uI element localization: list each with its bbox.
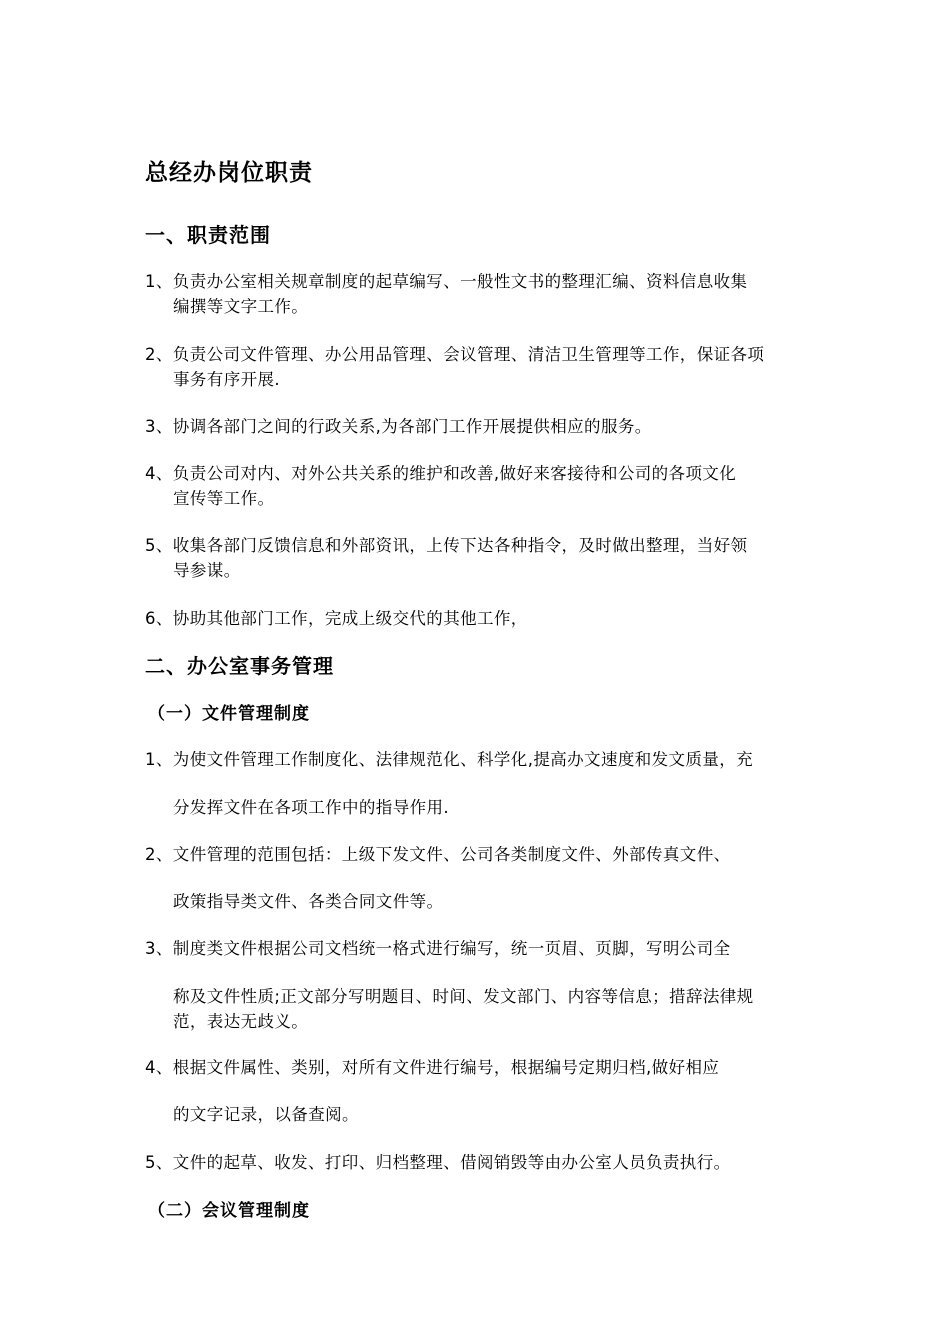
paragraph-line: 3、制度类文件根据公司文档统一格式进行编写，统一页眉、页脚，写明公司全: [145, 939, 731, 958]
paragraph-line: 2、负责公司文件管理、办公用品管理、会议管理、清洁卫生管理等工作，保证各项: [145, 345, 765, 364]
paragraph-line: 的文字记录，以备查阅。: [173, 1105, 359, 1124]
paragraph-line: 5、文件的起草、收发、打印、归档整理、借阅销毁等由办公室人员负责执行。: [145, 1153, 731, 1172]
paragraph-line: 6、协助其他部门工作，完成上级交代的其他工作，: [145, 609, 528, 628]
paragraph-line: 范，表达无歧义。: [173, 1012, 309, 1031]
subsection-heading-document-management: （一）文件管理制度: [148, 704, 310, 724]
paragraph-line: 4、根据文件属性、类别，对所有文件进行编号，根据编号定期归档,做好相应: [145, 1058, 720, 1077]
paragraph-line: 4、负责公司对内、对外公共关系的维护和改善,做好来客接待和公司的各项文化: [145, 464, 737, 483]
paragraph-line: 导参谋。: [173, 561, 241, 580]
paragraph-line: 5、收集各部门反馈信息和外部资讯，上传下达各种指令，及时做出整理，当好领: [145, 536, 748, 555]
section-heading-responsibilities: 一、职责范围: [145, 223, 271, 247]
paragraph-line: 事务有序开展.: [173, 370, 281, 389]
paragraph-line: 3、协调各部门之间的行政关系,为各部门工作开展提供相应的服务。: [145, 417, 652, 436]
paragraph-line: 1、为使文件管理工作制度化、法律规范化、科学化,提高办文速度和发文质量，充: [145, 750, 754, 769]
subsection-heading-meeting-management: （二）会议管理制度: [148, 1201, 310, 1221]
paragraph-line: 称及文件性质;正文部分写明题目、时间、发文部门、内容等信息；措辞法律规: [173, 987, 754, 1006]
paragraph-line: 2、文件管理的范围包括：上级下发文件、公司各类制度文件、外部传真文件、: [145, 845, 731, 864]
paragraph-line: 1、负责办公室相关规章制度的起草编写、一般性文书的整理汇编、资料信息收集: [145, 272, 748, 291]
paragraph-line: 分发挥文件在各项工作中的指导作用.: [173, 798, 450, 817]
document-title: 总经办岗位职责: [145, 160, 313, 186]
paragraph-line: 宣传等工作。: [173, 489, 275, 508]
paragraph-line: 编撰等文字工作。: [173, 297, 309, 316]
paragraph-line: 政策指导类文件、各类合同文件等。: [173, 892, 444, 911]
section-heading-office-affairs: 二、办公室事务管理: [145, 654, 334, 678]
